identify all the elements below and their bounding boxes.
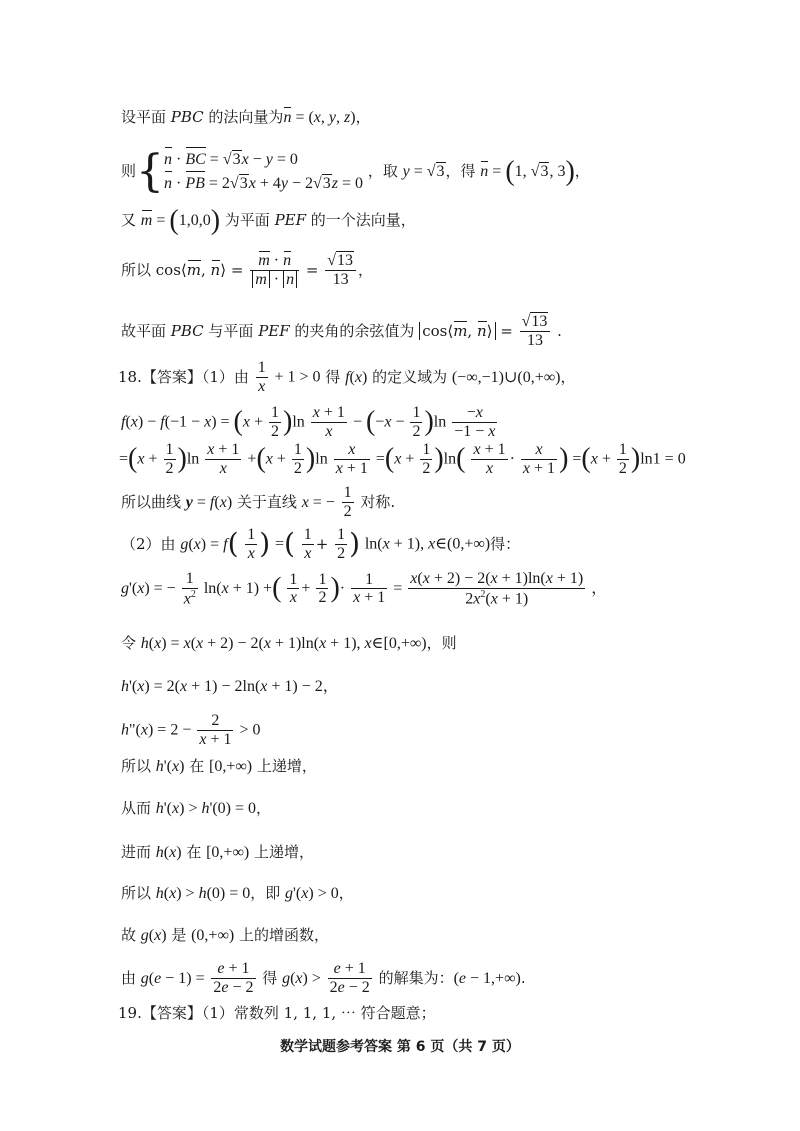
line-g-increasing: 故 g(x) 是 (0,+∞) 上的增函数， <box>121 926 329 944</box>
line-h-increasing: 进而 h(x) 在 [0,+∞) 上递增， <box>121 843 314 861</box>
q18-label: 18.【答案】 <box>118 368 202 387</box>
line-h-positive: 所以 h(x) > h(0) = 0，即 g'(x) > 0， <box>121 884 354 902</box>
line-h-double-prime: h"(x) = 2 − $\frac{2}{x + 1}$ > 0 <box>121 712 261 748</box>
line-q19: 19.【答案】（1）常数列 1, 1, 1, ⋯ 符合题意； <box>118 1004 436 1022</box>
line-derivative-g: g'(x) = − $\frac{1}{x^2}$ ln(x + 1) +( $\frac{1}{x}$ + $\frac{1}{2}$ )· $\frac{1}{x + 1}$ = $\frac{x(x + 2) - 2(x + 1)\ln(x + 1)}{2x^2(x + 1)}$ ， <box>121 570 608 607</box>
line-h-prime-increasing: 所以 h'(x) 在 [0,+∞) 上递增， <box>121 757 317 775</box>
line-part2-definition: （2）由 g(x) = f( $\frac{1}{x}$ ) =( $\frac{1}{x}$ + $\frac{1}{2}$ ) ln(x + 1), x∈(0,+∞)得： <box>121 526 521 562</box>
line-q18-domain: 18.【答案】（1）由 $\frac{1}{x}$ + 1 > 0 得 f(x) 的定义域为 (−∞,−1)∪(0,+∞)， <box>118 359 576 395</box>
line-define-h: 令 h(x) = x(x + 2) − 2(x + 1)ln(x + 1), x∈[0,+∞)，则 <box>121 634 457 652</box>
q19-label: 19.【答案】 <box>118 1004 202 1022</box>
line-equation-system: 则{ n · BC = √3x − y = 0 n · PB = 2√3x + 4y − 2√3z = 0 ，取 y = √3，得 n = (1, √3, 3)， <box>121 146 590 197</box>
line-symmetry-calc-1: f(x) − f(−1 − x) = (x + $\frac{1}{2}$ )ln $\frac{x + 1}{x}$ − (−x − $\frac{1}{2}$ )ln $\frac{-x}{-1 - x}$ <box>121 404 496 440</box>
line-normal-vector-pbc: 设平面 PBC 的法向量为n = (x, y, z)， <box>121 108 371 126</box>
line-cosine-formula: 所以 cos⟨m, n⟩ = $\frac{m \cdot n}{m \cdot n}$ = $\frac{√13}{13}$ ， <box>121 252 374 288</box>
line-solution-set: 由 g(e − 1) = $\frac{e + 1}{2e - 2}$ 得 g(x) > $\frac{e + 1}{2e - 2}$ 的解集为：(e − 1,+∞). <box>121 960 526 996</box>
line-normal-vector-pef: 又 m = (1,0,0) 为平面 PEF 的一个法向量， <box>121 205 416 236</box>
line-h-prime-positive: 从而 h'(x) > h'(0) = 0， <box>121 799 272 817</box>
line-angle-cosine-result: 故平面 PBC 与平面 PEF 的夹角的余弦值为 cos⟨m, n⟩ = $\frac{√13}{13}$ . <box>121 313 562 349</box>
page-footer: 数学试题参考答案 第 6 页（共 7 页） <box>280 1039 520 1055</box>
line-h-prime: h'(x) = 2(x + 1) − 2ln(x + 1) − 2， <box>121 678 339 695</box>
line-symmetry-conclusion: 所以曲线 y = f(x) 关于直线 x = − $\frac{1}{2}$ 对称. <box>121 484 396 520</box>
line-symmetry-calc-2: =(x + $\frac{1}{2}$ )ln $\frac{x + 1}{x}$ +(x + $\frac{1}{2}$ )ln $\frac{x}{x + 1}$ =(x + $\frac{1}{2}$ )ln( $\frac{x + 1}{x}$ · $\frac{x}{x + 1}$ ) =(x + $\frac{1}{2}$ )ln1 = 0 <box>119 441 686 477</box>
